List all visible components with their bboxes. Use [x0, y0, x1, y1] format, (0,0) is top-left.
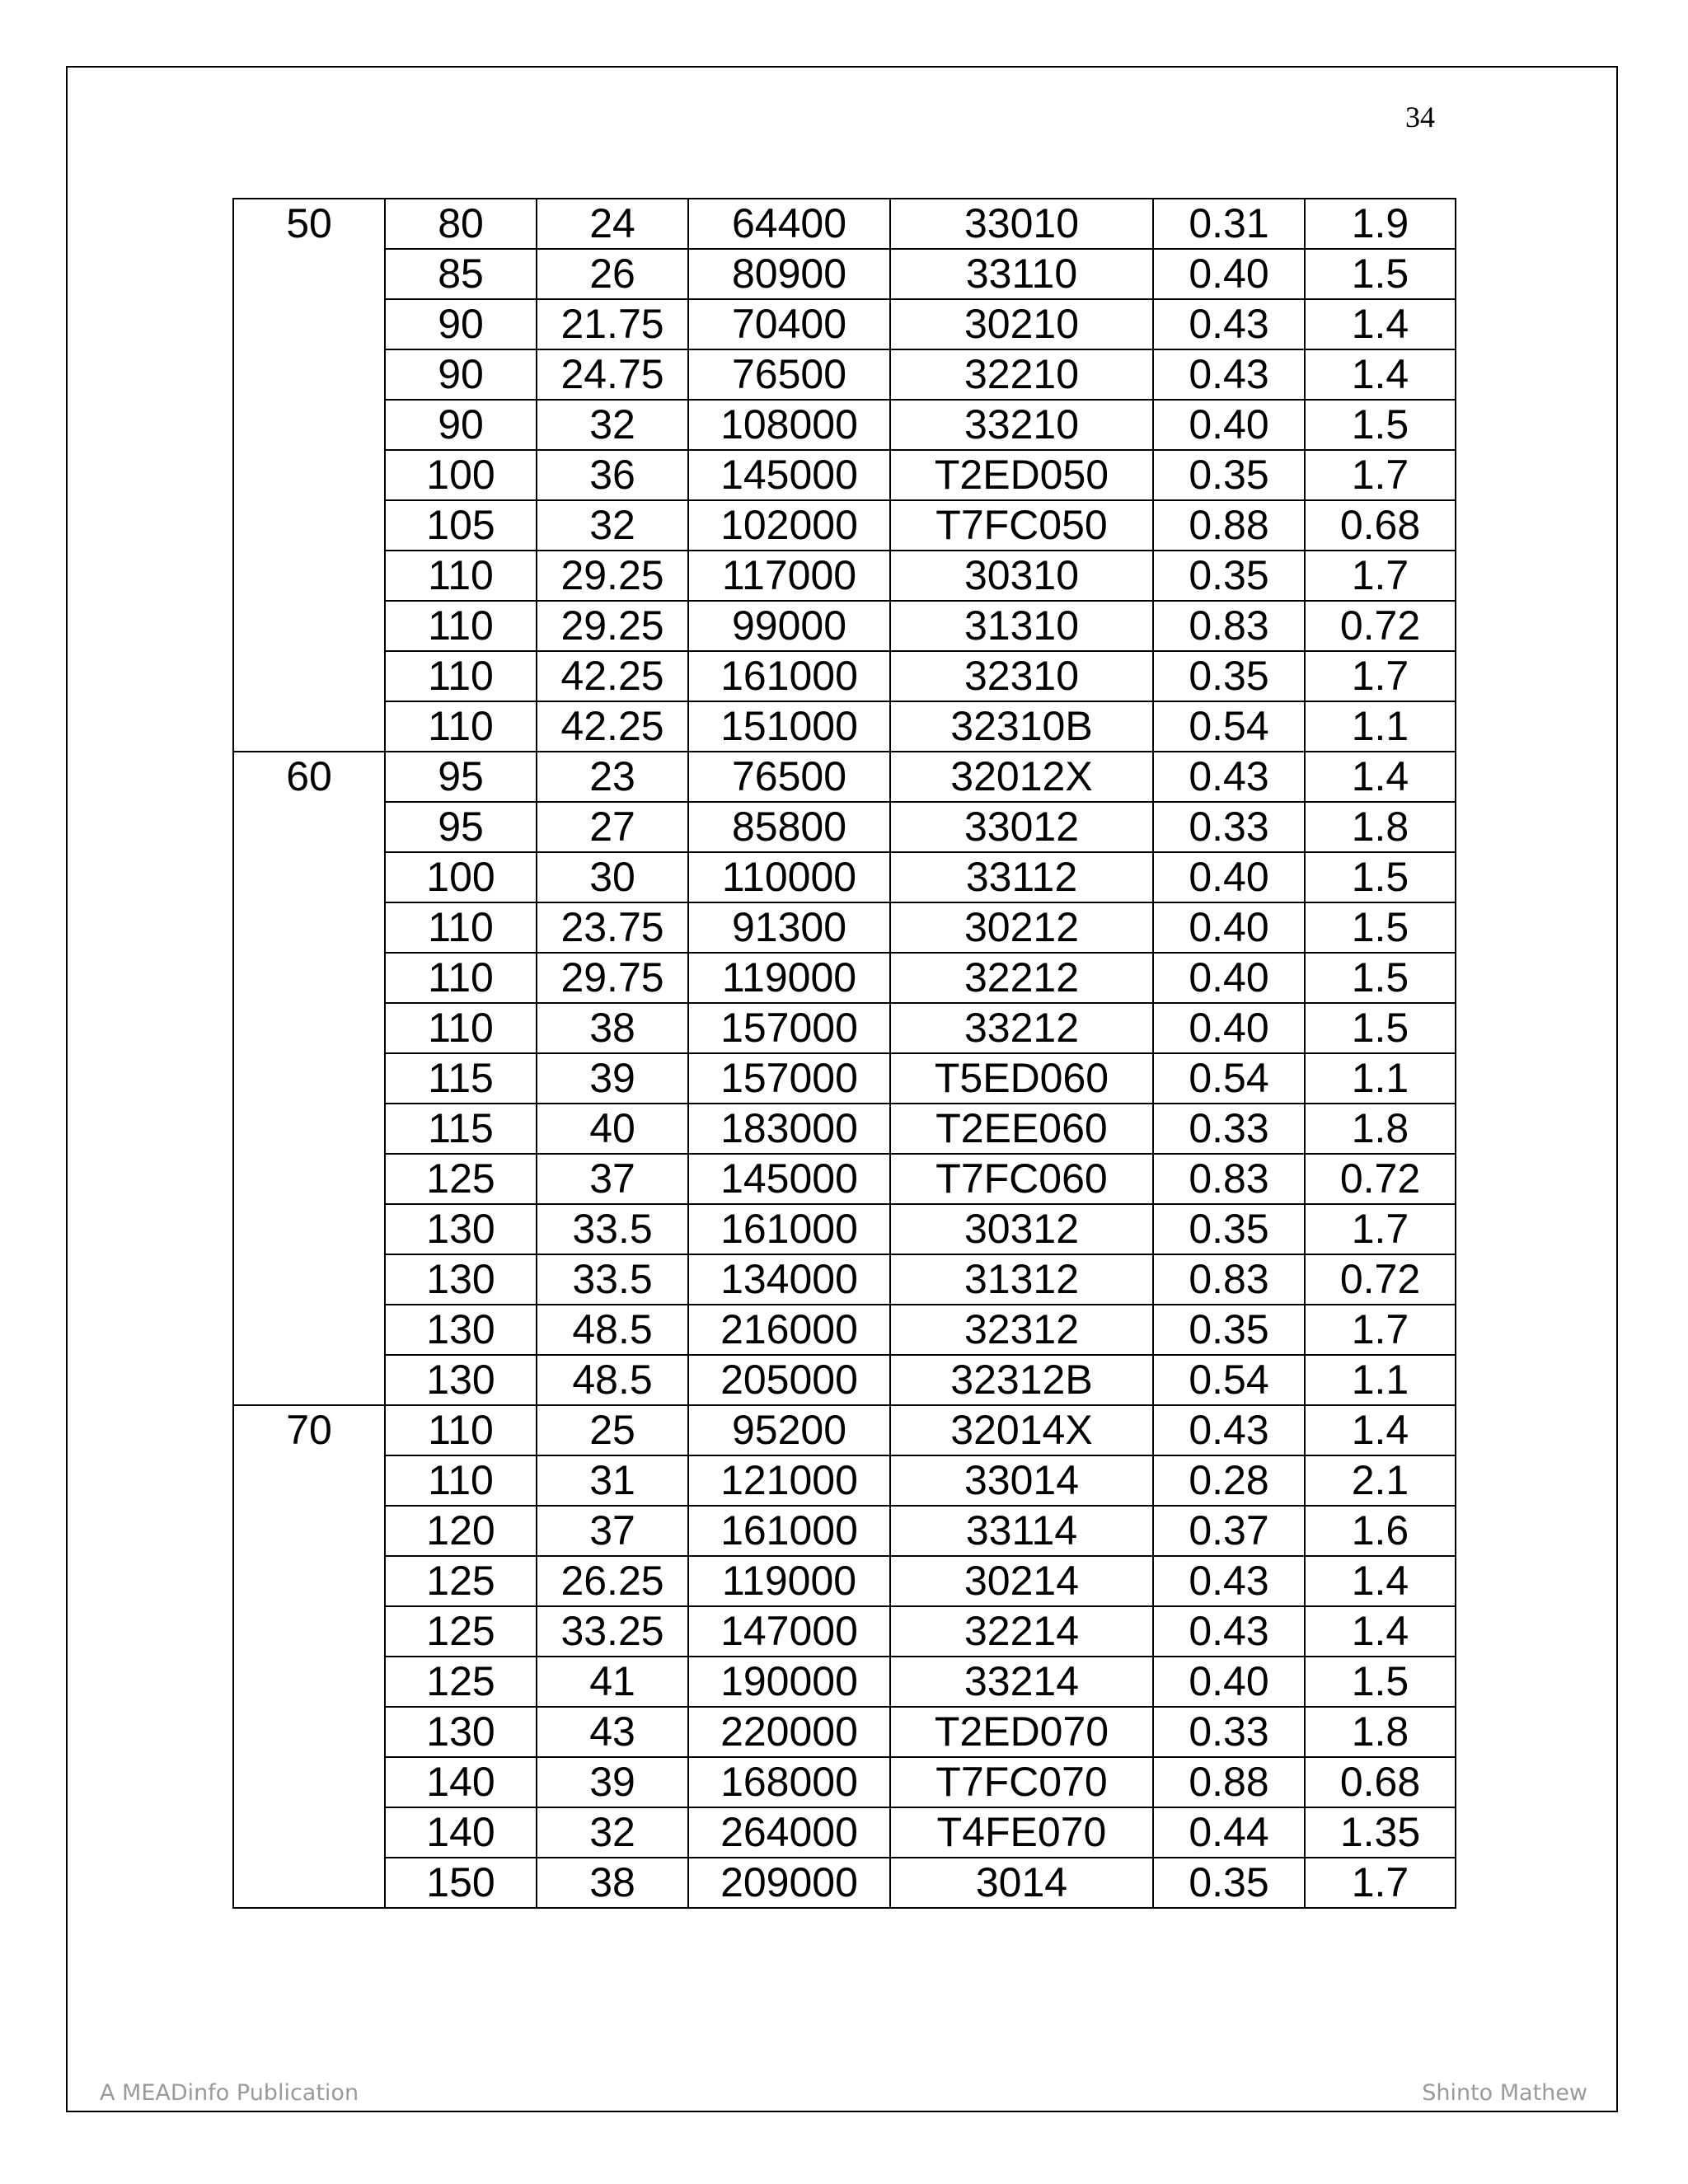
table-cell: 33114 — [890, 1506, 1153, 1556]
table-cell: 31 — [537, 1455, 688, 1506]
table-cell: 151000 — [688, 701, 890, 752]
table-cell: 25 — [537, 1405, 688, 1455]
table-cell: 100 — [385, 852, 537, 902]
table-row — [233, 1455, 1456, 1506]
table-cell: 216000 — [688, 1305, 890, 1355]
table-cell: 70400 — [688, 299, 890, 349]
table-row — [233, 299, 1456, 349]
table-cell: 76500 — [688, 752, 890, 802]
table-cell: 30 — [537, 852, 688, 902]
table-row — [233, 1657, 1456, 1707]
table-cell: 24 — [537, 199, 688, 249]
table-cell: 1.1 — [1305, 701, 1456, 752]
table-cell: 1.35 — [1305, 1807, 1456, 1858]
table-body — [233, 199, 1456, 1908]
table-cell: 121000 — [688, 1455, 890, 1506]
table-cell: 1.4 — [1305, 1556, 1456, 1606]
table-cell: 90 — [385, 400, 537, 450]
table-cell: 33112 — [890, 852, 1153, 902]
table-row — [233, 249, 1456, 299]
table-cell: 0.43 — [1153, 299, 1305, 349]
table-cell: 26.25 — [537, 1556, 688, 1606]
table-cell: 0.40 — [1153, 249, 1305, 299]
table-cell: 115 — [385, 1104, 537, 1154]
footer-author: Shinto Mathew — [1422, 2080, 1587, 2106]
table-cell: 1.9 — [1305, 199, 1456, 249]
table-cell: 1.5 — [1305, 852, 1456, 902]
table-cell: 48.5 — [537, 1305, 688, 1355]
table-cell: 1.5 — [1305, 953, 1456, 1003]
table-cell: 0.43 — [1153, 349, 1305, 400]
table-cell: 26 — [537, 249, 688, 299]
table-cell: 29.25 — [537, 551, 688, 601]
table-cell: 0.35 — [1153, 1204, 1305, 1254]
table-cell: 1.1 — [1305, 1355, 1456, 1405]
table-row — [233, 500, 1456, 551]
table-cell: 1.1 — [1305, 1053, 1456, 1104]
table-cell: 29.75 — [537, 953, 688, 1003]
table-row — [233, 902, 1456, 953]
table-cell: T5ED060 — [890, 1053, 1153, 1104]
footer-publisher: A MEADinfo Publication — [100, 2080, 359, 2106]
table-cell: 0.68 — [1305, 1757, 1456, 1807]
table-cell: 0.33 — [1153, 1104, 1305, 1154]
table-cell: 32012X — [890, 752, 1153, 802]
bearing-data-table — [232, 198, 1456, 1909]
table-cell: 0.33 — [1153, 1707, 1305, 1757]
table-row — [233, 1003, 1456, 1053]
table-cell: 30312 — [890, 1204, 1153, 1254]
table-cell: 134000 — [688, 1254, 890, 1305]
table-cell: T2EE060 — [890, 1104, 1153, 1154]
table-cell: T2ED070 — [890, 1707, 1153, 1757]
table-cell: 32212 — [890, 953, 1153, 1003]
table-cell: 115 — [385, 1053, 537, 1104]
table-cell: 31310 — [890, 601, 1153, 651]
table-cell: 130 — [385, 1254, 537, 1305]
table-cell: 39 — [537, 1757, 688, 1807]
table-cell: 37 — [537, 1506, 688, 1556]
table-row — [233, 1807, 1456, 1858]
table-cell: 32312 — [890, 1305, 1153, 1355]
table-cell: 1.8 — [1305, 1707, 1456, 1757]
table-row — [233, 199, 1456, 249]
table-cell: 85800 — [688, 802, 890, 852]
table-cell: 130 — [385, 1305, 537, 1355]
table-row — [233, 349, 1456, 400]
table-cell: 1.5 — [1305, 1657, 1456, 1707]
table-cell: 33.5 — [537, 1204, 688, 1254]
table-cell: 145000 — [688, 450, 890, 500]
table-cell: 0.35 — [1153, 651, 1305, 701]
table-row — [233, 1858, 1456, 1908]
table-cell: 0.83 — [1153, 601, 1305, 651]
group-label-cell: 50 — [233, 199, 385, 752]
table-cell: 161000 — [688, 1506, 890, 1556]
table-cell: 0.83 — [1153, 1254, 1305, 1305]
table-row — [233, 802, 1456, 852]
table-cell: 168000 — [688, 1757, 890, 1807]
table-cell: 33010 — [890, 199, 1153, 249]
table-cell: 209000 — [688, 1858, 890, 1908]
table-cell: T2ED050 — [890, 450, 1153, 500]
table-cell: 2.1 — [1305, 1455, 1456, 1506]
table-cell: 23.75 — [537, 902, 688, 953]
table-cell: 30214 — [890, 1556, 1153, 1606]
table-cell: 140 — [385, 1807, 537, 1858]
table-cell: 32 — [537, 500, 688, 551]
table-cell: 0.88 — [1153, 1757, 1305, 1807]
table-cell: 1.5 — [1305, 249, 1456, 299]
table-row — [233, 852, 1456, 902]
table-cell: 0.28 — [1153, 1455, 1305, 1506]
table-cell: 36 — [537, 450, 688, 500]
table-cell: 119000 — [688, 953, 890, 1003]
table-cell: 32014X — [890, 1405, 1153, 1455]
table-cell: 110 — [385, 551, 537, 601]
table-cell: 32 — [537, 400, 688, 450]
table-cell: T7FC070 — [890, 1757, 1153, 1807]
table-row — [233, 1707, 1456, 1757]
table-cell: 95 — [385, 752, 537, 802]
table-cell: 32 — [537, 1807, 688, 1858]
table-row — [233, 1104, 1456, 1154]
table-cell: 1.6 — [1305, 1506, 1456, 1556]
table-cell: 110 — [385, 1405, 537, 1455]
table-cell: 23 — [537, 752, 688, 802]
table-cell: 0.72 — [1305, 601, 1456, 651]
table-cell: 1.7 — [1305, 1204, 1456, 1254]
table-cell: 110 — [385, 601, 537, 651]
table-cell: 147000 — [688, 1606, 890, 1657]
table-cell: 0.43 — [1153, 752, 1305, 802]
table-row — [233, 400, 1456, 450]
table-cell: 80 — [385, 199, 537, 249]
table-cell: 1.8 — [1305, 1104, 1456, 1154]
table-cell: 1.5 — [1305, 400, 1456, 450]
table-cell: 0.72 — [1305, 1254, 1456, 1305]
table-cell: 33.5 — [537, 1254, 688, 1305]
table-cell: 1.4 — [1305, 1606, 1456, 1657]
table-cell: 48.5 — [537, 1355, 688, 1405]
table-cell: 29.25 — [537, 601, 688, 651]
table-cell: 32210 — [890, 349, 1153, 400]
table-cell: 27 — [537, 802, 688, 852]
table-cell: 102000 — [688, 500, 890, 551]
table-cell: 0.40 — [1153, 953, 1305, 1003]
table-row — [233, 601, 1456, 651]
table-cell: 0.40 — [1153, 1003, 1305, 1053]
table-cell: 42.25 — [537, 701, 688, 752]
table-row — [233, 701, 1456, 752]
table-row — [233, 752, 1456, 802]
table-cell: 0.35 — [1153, 1305, 1305, 1355]
table-cell: 125 — [385, 1154, 537, 1204]
table-cell: 33.25 — [537, 1606, 688, 1657]
table-cell: 30212 — [890, 902, 1153, 953]
table-row — [233, 953, 1456, 1003]
table-cell: 91300 — [688, 902, 890, 953]
group-label-cell: 70 — [233, 1405, 385, 1908]
table-cell: 105 — [385, 500, 537, 551]
table-cell: 33214 — [890, 1657, 1153, 1707]
table-cell: 1.7 — [1305, 1305, 1456, 1355]
table-cell: 120 — [385, 1506, 537, 1556]
table-cell: 0.40 — [1153, 902, 1305, 953]
table-cell: 33212 — [890, 1003, 1153, 1053]
table-cell: 157000 — [688, 1003, 890, 1053]
table-cell: 0.68 — [1305, 500, 1456, 551]
table-cell: 95200 — [688, 1405, 890, 1455]
table-row — [233, 551, 1456, 601]
table-row — [233, 1606, 1456, 1657]
table-cell: 1.4 — [1305, 299, 1456, 349]
table-cell: T7FC050 — [890, 500, 1153, 551]
table-cell: 1.7 — [1305, 1858, 1456, 1908]
table-cell: 24.75 — [537, 349, 688, 400]
table-cell: 0.43 — [1153, 1606, 1305, 1657]
table-cell: 0.43 — [1153, 1405, 1305, 1455]
table-cell: 157000 — [688, 1053, 890, 1104]
table-row — [233, 1053, 1456, 1104]
table-row — [233, 1154, 1456, 1204]
table-cell: 95 — [385, 802, 537, 852]
table-row — [233, 1556, 1456, 1606]
table-cell: 130 — [385, 1707, 537, 1757]
table-cell: 3014 — [890, 1858, 1153, 1908]
table-cell: 125 — [385, 1657, 537, 1707]
table-cell: 0.40 — [1153, 852, 1305, 902]
table-cell: 0.88 — [1153, 500, 1305, 551]
table-cell: 110000 — [688, 852, 890, 902]
table-cell: 264000 — [688, 1807, 890, 1858]
table-cell: 183000 — [688, 1104, 890, 1154]
table-cell: 0.54 — [1153, 1053, 1305, 1104]
table-cell: 110 — [385, 1455, 537, 1506]
table-cell: 110 — [385, 701, 537, 752]
table-cell: 1.4 — [1305, 752, 1456, 802]
table-cell: 32310B — [890, 701, 1153, 752]
table-cell: 0.54 — [1153, 701, 1305, 752]
table-cell: 140 — [385, 1757, 537, 1807]
table-cell: 0.33 — [1153, 802, 1305, 852]
table-cell: 90 — [385, 349, 537, 400]
table-cell: 0.43 — [1153, 1556, 1305, 1606]
table-cell: 40 — [537, 1104, 688, 1154]
table-cell: 0.35 — [1153, 450, 1305, 500]
table-row — [233, 1355, 1456, 1405]
table-cell: 110 — [385, 1003, 537, 1053]
table-cell: 1.5 — [1305, 902, 1456, 953]
table-cell: 37 — [537, 1154, 688, 1204]
table-cell: 1.4 — [1305, 349, 1456, 400]
table-cell: 0.40 — [1153, 1657, 1305, 1707]
table-row — [233, 651, 1456, 701]
table-cell: 125 — [385, 1556, 537, 1606]
table-cell: 130 — [385, 1204, 537, 1254]
table-cell: 33210 — [890, 400, 1153, 450]
table-cell: 32312B — [890, 1355, 1153, 1405]
table-cell: 205000 — [688, 1355, 890, 1405]
table-cell: 0.31 — [1153, 199, 1305, 249]
table-cell: 1.8 — [1305, 802, 1456, 852]
table-cell: 0.40 — [1153, 400, 1305, 450]
table-row — [233, 1305, 1456, 1355]
table-cell: 38 — [537, 1003, 688, 1053]
table-cell: 32310 — [890, 651, 1153, 701]
table-cell: 1.7 — [1305, 551, 1456, 601]
table-cell: 0.35 — [1153, 551, 1305, 601]
table-cell: 100 — [385, 450, 537, 500]
table-cell: 161000 — [688, 651, 890, 701]
table-cell: 119000 — [688, 1556, 890, 1606]
table-cell: 30210 — [890, 299, 1153, 349]
table-cell: 108000 — [688, 400, 890, 450]
table-row — [233, 1405, 1456, 1455]
table-cell: 42.25 — [537, 651, 688, 701]
table-cell: 39 — [537, 1053, 688, 1104]
table-cell: 1.7 — [1305, 450, 1456, 500]
table-cell: 190000 — [688, 1657, 890, 1707]
table-cell: 38 — [537, 1858, 688, 1908]
table-cell: 33012 — [890, 802, 1153, 852]
table-cell: 110 — [385, 902, 537, 953]
table-cell: 32214 — [890, 1606, 1153, 1657]
table-cell: 33014 — [890, 1455, 1153, 1506]
table-row — [233, 1204, 1456, 1254]
table-cell: 0.72 — [1305, 1154, 1456, 1204]
group-label-cell: 60 — [233, 752, 385, 1405]
table-cell: T4FE070 — [890, 1807, 1153, 1858]
table-row — [233, 1506, 1456, 1556]
table-row — [233, 1757, 1456, 1807]
table-cell: 99000 — [688, 601, 890, 651]
table-cell: 1.4 — [1305, 1405, 1456, 1455]
table-cell: 30310 — [890, 551, 1153, 601]
table-cell: 145000 — [688, 1154, 890, 1204]
table-cell: 110 — [385, 651, 537, 701]
table-row — [233, 450, 1456, 500]
table-cell: 0.54 — [1153, 1355, 1305, 1405]
table-cell: 125 — [385, 1606, 537, 1657]
table-cell: 31312 — [890, 1254, 1153, 1305]
table-cell: 161000 — [688, 1204, 890, 1254]
page-number: 34 — [1405, 101, 1435, 134]
table-cell: 33110 — [890, 249, 1153, 299]
table-cell: 0.83 — [1153, 1154, 1305, 1204]
table-cell: 85 — [385, 249, 537, 299]
table-cell: 150 — [385, 1858, 537, 1908]
table-cell: 64400 — [688, 199, 890, 249]
table-cell: 130 — [385, 1355, 537, 1405]
table-cell: 21.75 — [537, 299, 688, 349]
table-cell: 41 — [537, 1657, 688, 1707]
table-cell: 0.44 — [1153, 1807, 1305, 1858]
table-cell: 90 — [385, 299, 537, 349]
table-cell: T7FC060 — [890, 1154, 1153, 1204]
table-cell: 43 — [537, 1707, 688, 1757]
table-cell: 76500 — [688, 349, 890, 400]
table-row — [233, 1254, 1456, 1305]
table-cell: 1.7 — [1305, 651, 1456, 701]
table-cell: 110 — [385, 953, 537, 1003]
table-cell: 1.5 — [1305, 1003, 1456, 1053]
table-cell: 0.37 — [1153, 1506, 1305, 1556]
table-cell: 117000 — [688, 551, 890, 601]
table-cell: 0.35 — [1153, 1858, 1305, 1908]
table-cell: 80900 — [688, 249, 890, 299]
table-cell: 220000 — [688, 1707, 890, 1757]
